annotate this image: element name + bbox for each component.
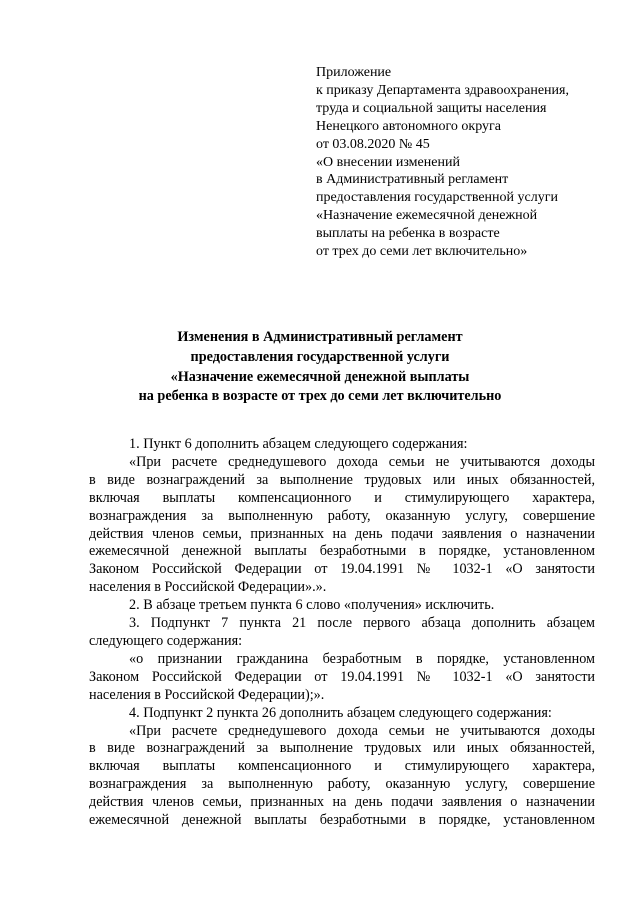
body-line: действия членов семьи, признанных на день подачи заявления о назначении xyxy=(89,525,595,542)
appendix-line: от трех до семи лет включительно» xyxy=(316,244,528,260)
appendix-header xyxy=(316,64,616,261)
appendix-line: «О внесении изменений xyxy=(316,154,460,170)
body-line: ежемесячной денежной выплаты безработными в порядке, установленном xyxy=(89,543,595,560)
appendix-line: к приказу Департамента здравоохранения, xyxy=(316,82,569,98)
appendix-line: в Административный регламент xyxy=(316,172,509,188)
title-line: «Назначение ежемесячной денежной выплаты xyxy=(170,368,470,385)
appendix-line: предоставления государственной услуги xyxy=(316,190,558,206)
body-line: Законом Российской Федерации от 19.04.1991 № 1032-1 «О занятости xyxy=(89,561,595,578)
document-title xyxy=(0,328,640,407)
body-line: вознаграждения за выполненную работу, оказанную услугу, совершение xyxy=(89,776,595,793)
title-line: Изменения в Административный регламент xyxy=(177,329,463,345)
body-line: в виде вознаграждений за выполнение трудовых или иных обязанностей, xyxy=(89,471,595,488)
body-line: населения в Российской Федерации);». xyxy=(89,686,325,703)
appendix-line: выплаты на ребенка в возрасте xyxy=(316,226,500,242)
appendix-line: труда и социальной защиты населения xyxy=(316,100,547,116)
body-line: ежемесячной денежной выплаты безработными в порядке, установленном xyxy=(89,812,595,829)
body-line: вознаграждения за выполненную работу, оказанную услугу, совершение xyxy=(89,507,595,524)
body-line: в виде вознаграждений за выполнение трудовых или иных обязанностей, xyxy=(89,740,595,757)
title-line: на ребенка в возрасте от трех до семи лет включительно xyxy=(138,388,502,405)
body-line: 3. Подпункт 7 пункта 21 после первого абзаца дополнить абзацем xyxy=(129,615,595,632)
body-line: 1. Пункт 6 дополнить абзацем следующего содержания: xyxy=(129,436,468,452)
body-line: следующего содержания: xyxy=(89,632,243,649)
body-line: 4. Подпункт 2 пункта 26 дополнить абзацем следующего содержания: xyxy=(129,704,552,721)
body-line: «При расчете среднедушевого дохода семьи не учитываются доходы xyxy=(129,453,595,470)
body-line: 2. В абзаце третьем пункта 6 слово «получения» исключить. xyxy=(129,597,495,614)
body-line: «При расчете среднедушевого дохода семьи не учитываются доходы xyxy=(129,722,595,739)
appendix-line: «Назначение ежемесячной денежной xyxy=(316,208,538,224)
body-line: Законом Российской Федерации от 19.04.1991 № 1032-1 «О занятости xyxy=(89,668,595,685)
appendix-line: Приложение xyxy=(316,65,392,80)
document-body xyxy=(89,436,595,830)
body-line: включая выплаты компенсационного и стимулирующего характера, xyxy=(89,489,595,506)
body-line: действия членов семьи, признанных на день подачи заявления о назначении xyxy=(89,794,595,811)
title-line: предоставления государственной услуги xyxy=(190,348,450,365)
body-line: населения в Российской Федерации».». xyxy=(89,579,327,596)
appendix-line: от 03.08.2020 № 45 xyxy=(316,136,430,152)
body-line: «о признании гражданина безработным в порядке, установленном xyxy=(129,650,595,667)
appendix-line: Ненецкого автономного округа xyxy=(316,118,501,134)
body-line: включая выплаты компенсационного и стимулирующего характера, xyxy=(89,758,595,775)
